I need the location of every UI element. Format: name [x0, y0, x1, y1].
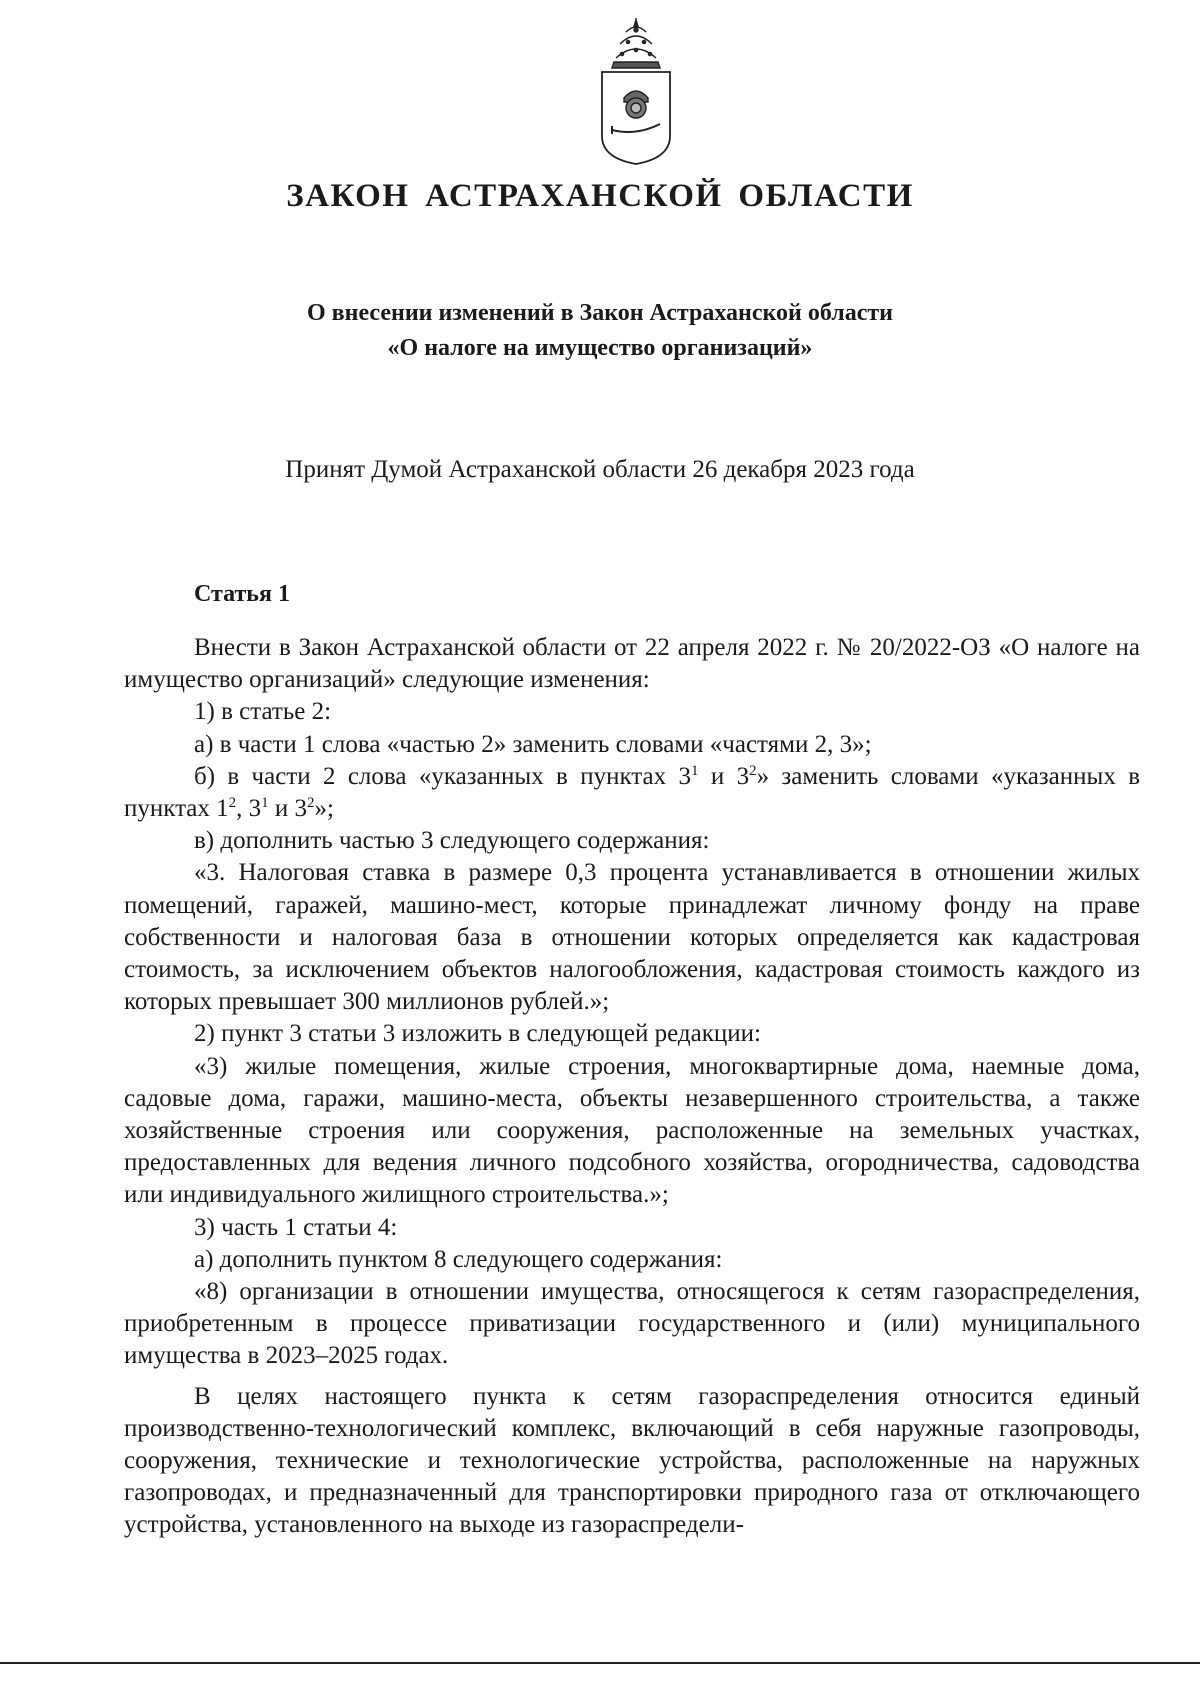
paragraph: «8) организации в отношении имущества, относящегося к сетям газораспределения, приобретенным в процессе приватизации государственного и (или) муниципального имущества в 2023–2025 годах. [124, 1278, 1140, 1370]
paragraph: 2) пункт 3 статьи 3 изложить в следующей редакции: [194, 1020, 761, 1048]
text-run: б) в части 2 слова «указанных в пунктах 3 [194, 762, 691, 790]
astrakhan-coat-of-arms-icon [598, 18, 674, 166]
text-run: и 3 [698, 762, 750, 790]
superscript: 2 [307, 795, 315, 812]
article-body [124, 632, 1140, 1542]
paragraph: Внести в Закон Астраханской области от 22 апреля 2022 г. № 20/2022-ОЗ «О налоге на имущество организаций» следующие изменения: [124, 634, 1140, 694]
superscript: 1 [690, 762, 699, 779]
paragraph: 1) в статье 2: [194, 698, 332, 726]
text-run: , 3 [236, 795, 262, 823]
paragraph: «3) жилые помещения, жилые строения, многоквартирные дома, наемные дома, садовые дома, гаражи, машино-места, объекты незавершенного строительства, а также хозяйственные строения или сооружения, расположенные на земельных участках, предоставленных для ведения личного подсобного хозяйства, огородничества, садоводства или индивидуального жилищного строительства.»; [124, 1052, 1140, 1209]
footer-rule [0, 1662, 1200, 1664]
article-heading: Статья 1 [194, 581, 290, 607]
text-run: »; [314, 795, 334, 823]
paragraph: а) в части 1 слова «частью 2» заменить словами «частями 2, 3»; [194, 730, 872, 758]
document-title: ЗАКОН АСТРАХАНСКОЙ ОБЛАСТИ [286, 178, 914, 214]
text-run: и 3 [268, 795, 308, 823]
paragraph: а) дополнить пунктом 8 следующего содержания: [194, 1245, 723, 1273]
paragraph: «3. Налоговая ставка в размере 0,3 процента устанавливается в отношении жилых помещений, гаражей, машино-мест, которые принадлежат личному фонду на праве собственности и налоговая база в отношении которых определяется как кадастровая стоимость, за исключением объектов налогообложения, кадастровая стоимость каждого из которых превышает 300 миллионов рублей.»; [124, 859, 1140, 1016]
paragraph: 3) часть 1 статьи 4: [194, 1213, 398, 1241]
paragraph: В целях настоящего пункта к сетям газораспределения относится единый производственно-технологический комплекс, включающий в себя наружные газопроводы, сооружения, технические и технологические устройства, расположенные на наружных газопроводах, и предназначенный для транспортировки природного газа от отключающего устройства, установленного на выходе из газораспредели- [124, 1382, 1140, 1539]
text-run: » заменить словами «указанных в пунктах 1 [124, 762, 1140, 823]
paragraph [124, 761, 1140, 825]
superscript: 2 [228, 795, 237, 812]
superscript: 2 [749, 762, 757, 779]
document-subtitle [0, 296, 1200, 366]
adoption-line: Принят Думой Астраханской области 26 декабря 2023 года [285, 456, 915, 483]
superscript: 1 [261, 795, 269, 812]
subtitle-line-2: «О налоге на имущество организаций» [387, 335, 813, 361]
paragraph: в) дополнить частью 3 следующего содержания: [194, 827, 710, 855]
subtitle-line-1: О внесении изменений в Закон Астраханской области [306, 300, 893, 326]
